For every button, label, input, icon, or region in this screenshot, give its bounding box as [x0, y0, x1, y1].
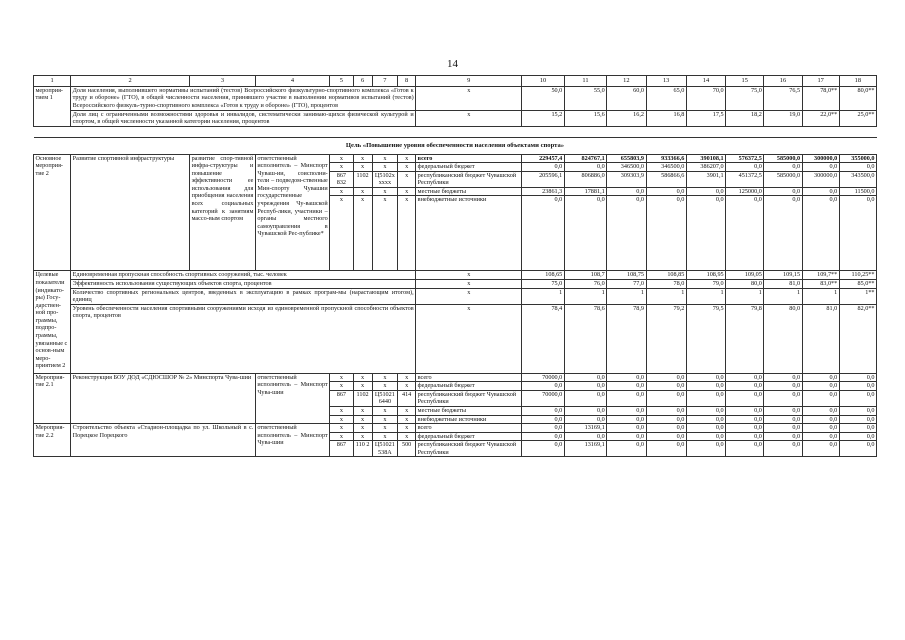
budget-code: x — [330, 187, 353, 196]
funding-source: местные бюджеты — [416, 406, 522, 415]
budget-code: x — [353, 424, 372, 433]
target-value: 1 — [564, 288, 606, 304]
funding-value: 0,0 — [802, 406, 839, 415]
funding-value: 0,0 — [764, 163, 802, 172]
indicator-value: 70,0 — [686, 86, 725, 110]
budget-code: x — [372, 382, 397, 391]
budget-code: x — [353, 187, 372, 196]
target-row — [34, 280, 877, 289]
funding-row — [34, 373, 877, 382]
target-value: 80,0 — [764, 304, 802, 373]
target-value: 77,0 — [607, 280, 646, 289]
target-value: 78,0 — [646, 280, 686, 289]
event-responsible: ответственный исполнитель – Минспорт Чува-шии — [255, 424, 329, 457]
funding-value: 0,0 — [839, 432, 876, 441]
indicator-value: 17,5 — [686, 110, 725, 126]
targets-label: Целевые показатели (индикато-ры) Госу-дарствен-ной про-граммы, подпро-граммы, увязанные с основ-ным меро-приятием 2 — [34, 271, 71, 373]
target-value: 109,05 — [726, 271, 764, 280]
funding-value: 0,0 — [839, 424, 876, 433]
funding-value: 0,0 — [686, 196, 725, 271]
funding-value: 0,0 — [522, 163, 564, 172]
indicator-value: 80,0** — [839, 86, 876, 110]
funding-source: федеральный бюджет — [416, 432, 522, 441]
funding-value: 0,0 — [607, 441, 646, 457]
funding-value: 355000,0 — [839, 154, 876, 163]
budget-code: x — [353, 154, 372, 163]
target-row — [34, 304, 877, 373]
budget-code: x — [353, 382, 372, 391]
target-row — [34, 288, 877, 304]
spacer-row — [34, 126, 877, 137]
funding-value: 0,0 — [522, 424, 564, 433]
funding-value: 585000,0 — [764, 154, 802, 163]
funding-value: 0,0 — [607, 373, 646, 382]
funding-value: 0,0 — [764, 415, 802, 424]
target-value: 1 — [522, 288, 564, 304]
budget-code: x — [398, 406, 416, 415]
funding-value: 0,0 — [802, 390, 839, 406]
budget-code: 867 832 — [330, 171, 353, 187]
target-value: 82,0** — [839, 304, 876, 373]
funding-value: 0,0 — [764, 441, 802, 457]
target-value: 81,0 — [802, 304, 839, 373]
funding-value: 0,0 — [646, 196, 686, 271]
budget-code: х — [398, 171, 416, 187]
budget-code: 1102 — [353, 171, 372, 187]
budget-code: x — [330, 415, 353, 424]
funding-source: федеральный бюджет — [416, 382, 522, 391]
funding-value: 0,0 — [839, 196, 876, 271]
budget-code: x — [330, 382, 353, 391]
funding-value: 0,0 — [564, 406, 606, 415]
column-number: 14 — [686, 76, 725, 87]
funding-value: 0,0 — [607, 187, 646, 196]
funding-value: 933366,6 — [646, 154, 686, 163]
funding-value: 0,0 — [607, 390, 646, 406]
funding-value: 0,0 — [839, 415, 876, 424]
page-number: 14 — [447, 58, 458, 70]
funding-source: местные бюджеты — [416, 187, 522, 196]
column-number: 18 — [839, 76, 876, 87]
funding-value: 70000,0 — [522, 373, 564, 382]
indicator-value: 50,0 — [522, 86, 564, 110]
indicator-value: 16,2 — [607, 110, 646, 126]
column-number: 8 — [398, 76, 416, 87]
funding-value: 0,0 — [764, 196, 802, 271]
funding-value: 0,0 — [564, 373, 606, 382]
funding-value: 0,0 — [646, 406, 686, 415]
indicator-value: 18,2 — [726, 110, 764, 126]
indicator-value: 19,0 — [764, 110, 802, 126]
funding-source: внебюджетные источники — [416, 415, 522, 424]
funding-value: 0,0 — [839, 441, 876, 457]
column-number: 15 — [726, 76, 764, 87]
funding-value: 0,0 — [607, 406, 646, 415]
event-label: Основное мероприя-тие 2 — [34, 154, 71, 271]
funding-value: 3901,1 — [686, 171, 725, 187]
funding-value: 0,0 — [802, 187, 839, 196]
target-value: 79,2 — [646, 304, 686, 373]
funding-value: 0,0 — [686, 187, 725, 196]
event-responsible: ответственный исполнитель – Минспорт Чуваш-ии, соисполни-тели – подведом-ственные Мин-спорту Чувашии государственные учреждения Чу-вашской Респуб-лики, участники – органы местного самоуправления в Чувашской Рес-публике* — [255, 154, 329, 271]
budget-code: x — [398, 415, 416, 424]
funding-value: 0,0 — [686, 415, 725, 424]
funding-value: 0,0 — [564, 382, 606, 391]
funding-value: 0,0 — [564, 415, 606, 424]
indicator-text: Доля населения, выполнившего нормативы испытаний (тестов) Всероссийского физкультурно-спортивного комплекса «Готов к труду и обороне» (ГТО), в общей численности населения, принявшего участие в выполнении нормативов испытаний (тестов) Всероссийского физкуль-турно-спортивного комплекса «Готов к труду и обороне» (ГТО), процентов — [72, 86, 414, 109]
funding-row — [34, 154, 877, 163]
funding-value: 0,0 — [726, 163, 764, 172]
target-value: 108,95 — [686, 271, 725, 280]
funding-value: 0,0 — [839, 373, 876, 382]
funding-value: 23861,3 — [522, 187, 564, 196]
indicator-value: 15,6 — [564, 110, 606, 126]
funding-value: 0,0 — [726, 373, 764, 382]
target-text: Единовременная пропускная способность спортивных сооружений, тыс. человек — [71, 271, 416, 280]
goal-title-row — [34, 137, 877, 154]
indicator-value: 55,0 — [564, 86, 606, 110]
funding-value: 0,0 — [646, 415, 686, 424]
indicator-text: Доля лиц с ограниченными возможностями здоровья и инвалидов, систематически занимаю-щихся физической культурой и спортом, в общей численности указанной категории населения, процентов — [72, 110, 414, 126]
funding-value: 0,0 — [726, 406, 764, 415]
indicator-row — [34, 110, 877, 126]
budget-code: 500 — [398, 441, 416, 457]
budget-code: x — [398, 163, 416, 172]
target-mark: x — [416, 288, 522, 304]
target-mark: x — [416, 304, 522, 373]
column-number: 17 — [802, 76, 839, 87]
column-number: 3 — [190, 76, 256, 87]
funding-value: 0,0 — [764, 406, 802, 415]
funding-row — [34, 424, 877, 433]
budget-code: x — [330, 424, 353, 433]
funding-value: 13169,1 — [564, 424, 606, 433]
funding-value: 0,0 — [726, 424, 764, 433]
target-value: 79,8 — [726, 304, 764, 373]
funding-value: 300000,0 — [802, 171, 839, 187]
target-row — [34, 271, 877, 280]
target-value: 1 — [646, 288, 686, 304]
budget-code: 414 — [398, 390, 416, 406]
budget-code: Ц51021 6440 — [372, 390, 397, 406]
budget-code: x — [330, 154, 353, 163]
funding-value: 0,0 — [607, 432, 646, 441]
target-value: 108,85 — [646, 271, 686, 280]
target-value: 108,75 — [607, 271, 646, 280]
target-value: 85,0** — [839, 280, 876, 289]
funding-value: 0,0 — [802, 373, 839, 382]
target-value: 1 — [607, 288, 646, 304]
funding-value: 0,0 — [726, 432, 764, 441]
budget-code: x — [330, 196, 353, 271]
indicator-value: 75,0 — [726, 86, 764, 110]
column-number: 16 — [764, 76, 802, 87]
funding-value: 0,0 — [607, 382, 646, 391]
funding-source: всего — [416, 373, 522, 382]
target-value: 109,7** — [802, 271, 839, 280]
funding-value: 386207,0 — [686, 163, 725, 172]
funding-value: 0,0 — [802, 441, 839, 457]
target-mark: x — [416, 280, 522, 289]
target-value: 78,9 — [607, 304, 646, 373]
column-number: 13 — [646, 76, 686, 87]
target-value: 1 — [686, 288, 725, 304]
funding-value: 0,0 — [522, 432, 564, 441]
indicator-value: 76,5 — [764, 86, 802, 110]
funding-value: 0,0 — [607, 196, 646, 271]
funding-value: 0,0 — [522, 406, 564, 415]
funding-value: 0,0 — [686, 424, 725, 433]
program-table — [33, 75, 877, 457]
column-number: 1 — [34, 76, 71, 87]
funding-value: 0,0 — [686, 390, 725, 406]
target-text: Уровень обеспеченности населения спортивными сооружениями исходя из единовременной пропускной способности объектов спорта, процентов — [71, 304, 416, 373]
funding-value: 205596,1 — [522, 171, 564, 187]
column-number: 7 — [372, 76, 397, 87]
budget-code: x — [398, 424, 416, 433]
budget-code: x — [372, 432, 397, 441]
funding-source: республиканский бюджет Чувашской Республики — [416, 390, 522, 406]
funding-value: 0,0 — [802, 432, 839, 441]
budget-code: 867 — [330, 441, 353, 457]
budget-code: x — [372, 415, 397, 424]
funding-value: 0,0 — [686, 441, 725, 457]
budget-code: x — [353, 406, 372, 415]
funding-source: республиканский бюджет Чувашской Республики — [416, 441, 522, 457]
event-responsible: ответственный исполнитель – Минспорт Чува-шии — [255, 373, 329, 423]
funding-source: внебюджетные источники — [416, 196, 522, 271]
funding-value: 0,0 — [646, 432, 686, 441]
budget-code: x — [372, 196, 397, 271]
target-value: 78,4 — [522, 304, 564, 373]
budget-code: Ц5102х хххх — [372, 171, 397, 187]
funding-value: 0,0 — [646, 382, 686, 391]
funding-value: 0,0 — [726, 390, 764, 406]
event-name: Строительство объекта «Стадион-площадка по ул. Школьный в с. Порецкое Порецкого — [71, 424, 256, 457]
column-number: 6 — [353, 76, 372, 87]
event-description: развитие спор-тивной инфра-структуры и повышение эффективности ее использования для приобщения населения всех социальных категорий к занятиям массо-вым спортом — [190, 154, 256, 271]
event-label: Мероприя-тие 2.2 — [34, 424, 71, 457]
funding-value: 11500,0 — [839, 187, 876, 196]
budget-code: x — [372, 154, 397, 163]
target-value: 81,0 — [764, 280, 802, 289]
funding-value: 0,0 — [839, 406, 876, 415]
funding-value: 0,0 — [802, 382, 839, 391]
target-text: Количество спортивных региональных центров, введенных в эксплуатацию в рамках програм-мы (нарастающим итогом), единиц — [72, 288, 414, 304]
indicator-value: 78,0** — [802, 86, 839, 110]
funding-value: 0,0 — [522, 441, 564, 457]
budget-code: x — [398, 187, 416, 196]
budget-code: 1102 — [353, 390, 372, 406]
funding-value: 0,0 — [646, 373, 686, 382]
budget-code: x — [398, 373, 416, 382]
funding-value: 0,0 — [726, 382, 764, 391]
target-value: 83,0** — [802, 280, 839, 289]
funding-value: 229457,4 — [522, 154, 564, 163]
funding-value: 0,0 — [764, 187, 802, 196]
funding-value: 346500,0 — [607, 163, 646, 172]
target-value: 76,0 — [564, 280, 606, 289]
budget-code: x — [372, 406, 397, 415]
funding-value: 0,0 — [607, 415, 646, 424]
indicator-value: 65,0 — [646, 86, 686, 110]
funding-value: 0,0 — [764, 390, 802, 406]
event-label: Мероприя-тие 2.1 — [34, 373, 71, 423]
funding-value: 0,0 — [646, 390, 686, 406]
budget-code: x — [330, 373, 353, 382]
funding-value: 585000,0 — [764, 171, 802, 187]
budget-code: x — [372, 373, 397, 382]
budget-code: x — [330, 406, 353, 415]
funding-value: 0,0 — [726, 441, 764, 457]
column-number: 9 — [416, 76, 522, 87]
funding-value: 390108,1 — [686, 154, 725, 163]
funding-value: 0,0 — [726, 196, 764, 271]
funding-value: 300000,0 — [802, 154, 839, 163]
target-value: 79,5 — [686, 304, 725, 373]
target-value: 1 — [764, 288, 802, 304]
indicator-mark: x — [416, 86, 522, 110]
funding-value: 0,0 — [522, 196, 564, 271]
funding-value: 0,0 — [686, 432, 725, 441]
funding-value: 0,0 — [802, 196, 839, 271]
funding-value: 0,0 — [686, 382, 725, 391]
funding-value: 17881,1 — [564, 187, 606, 196]
funding-value: 806886,0 — [564, 171, 606, 187]
spacer — [34, 126, 877, 137]
budget-code: x — [330, 432, 353, 441]
funding-value: 0,0 — [607, 424, 646, 433]
funding-value: 13169,1 — [564, 441, 606, 457]
target-value: 1 — [802, 288, 839, 304]
funding-value: 0,0 — [802, 163, 839, 172]
funding-value: 309303,9 — [607, 171, 646, 187]
target-value: 108,7 — [564, 271, 606, 280]
funding-value: 0,0 — [686, 406, 725, 415]
funding-value: 0,0 — [564, 390, 606, 406]
funding-source: всего — [416, 424, 522, 433]
funding-value: 451372,5 — [726, 171, 764, 187]
target-value: 109,15 — [764, 271, 802, 280]
indicator-value: 25,0** — [839, 110, 876, 126]
indicator-value: 15,2 — [522, 110, 564, 126]
target-value: 1 — [726, 288, 764, 304]
funding-value: 0,0 — [564, 196, 606, 271]
block-label: мероприя-тием 1 — [34, 86, 71, 126]
funding-value: 0,0 — [646, 441, 686, 457]
budget-code: x — [398, 432, 416, 441]
target-value: 108,65 — [522, 271, 564, 280]
target-text: Эффективность использования существующих объектов спорта, процентов — [71, 280, 416, 289]
budget-code: x — [353, 373, 372, 382]
column-number: 2 — [71, 76, 190, 87]
funding-value: 0,0 — [839, 390, 876, 406]
budget-code: x — [372, 187, 397, 196]
budget-code: x — [330, 163, 353, 172]
funding-value: 0,0 — [839, 382, 876, 391]
column-number: 11 — [564, 76, 606, 87]
target-value: 110,25** — [839, 271, 876, 280]
target-value: 1** — [839, 288, 876, 304]
funding-value: 0,0 — [764, 382, 802, 391]
column-number: 12 — [607, 76, 646, 87]
indicator-value: 22,0** — [802, 110, 839, 126]
funding-value: 70000,0 — [522, 390, 564, 406]
funding-value: 0,0 — [764, 424, 802, 433]
budget-code: x — [353, 163, 372, 172]
funding-value: 0,0 — [726, 415, 764, 424]
funding-source: федеральный бюджет — [416, 163, 522, 172]
column-number: 4 — [255, 76, 329, 87]
funding-source: всего — [416, 154, 522, 163]
funding-value: 0,0 — [839, 163, 876, 172]
target-value: 79,0 — [686, 280, 725, 289]
target-mark: x — [416, 271, 522, 280]
target-value: 80,0 — [726, 280, 764, 289]
funding-value: 0,0 — [522, 415, 564, 424]
funding-value: 0,0 — [564, 432, 606, 441]
funding-value: 0,0 — [522, 382, 564, 391]
goal-title: Цель «Повышение уровня обеспеченности населения объектами спорта» — [34, 137, 877, 154]
funding-value: 655803,9 — [607, 154, 646, 163]
target-value: 75,0 — [522, 280, 564, 289]
funding-value: 346500,0 — [646, 163, 686, 172]
budget-code: x — [372, 424, 397, 433]
funding-source: республиканский бюджет Чувашской Республики — [416, 171, 522, 187]
column-number: 10 — [522, 76, 564, 87]
budget-code: x — [353, 196, 372, 271]
funding-value: 0,0 — [564, 163, 606, 172]
funding-value: 0,0 — [646, 187, 686, 196]
budget-code: x — [398, 196, 416, 271]
funding-value: 0,0 — [764, 432, 802, 441]
event-name: Развитие спортивной инфраструктуры — [71, 154, 190, 271]
funding-value: 343500,0 — [839, 171, 876, 187]
funding-value: 824767,1 — [564, 154, 606, 163]
target-value: 78,6 — [564, 304, 606, 373]
event-name: Реконструкция БОУ ДОД «СДЮСШОР № 2» Минспорта Чува-шии — [71, 373, 256, 423]
funding-value: 0,0 — [802, 424, 839, 433]
column-number: 5 — [330, 76, 353, 87]
budget-code: 110 2 — [353, 441, 372, 457]
budget-code: x — [353, 415, 372, 424]
funding-value: 0,0 — [646, 424, 686, 433]
funding-value: 125000,0 — [726, 187, 764, 196]
funding-value: 0,0 — [802, 415, 839, 424]
indicator-value: 16,8 — [646, 110, 686, 126]
budget-code: x — [398, 154, 416, 163]
budget-code: x — [353, 432, 372, 441]
funding-value: 586866,6 — [646, 171, 686, 187]
indicator-mark: x — [416, 110, 522, 126]
funding-value: 576372,5 — [726, 154, 764, 163]
budget-code: x — [372, 163, 397, 172]
funding-value: 0,0 — [764, 373, 802, 382]
indicator-row — [34, 86, 877, 110]
budget-code: 867 — [330, 390, 353, 406]
indicator-value: 60,0 — [607, 86, 646, 110]
column-number-row — [34, 76, 877, 87]
budget-code: Ц51021 538А — [372, 441, 397, 457]
funding-value: 0,0 — [686, 373, 725, 382]
budget-code: x — [398, 382, 416, 391]
